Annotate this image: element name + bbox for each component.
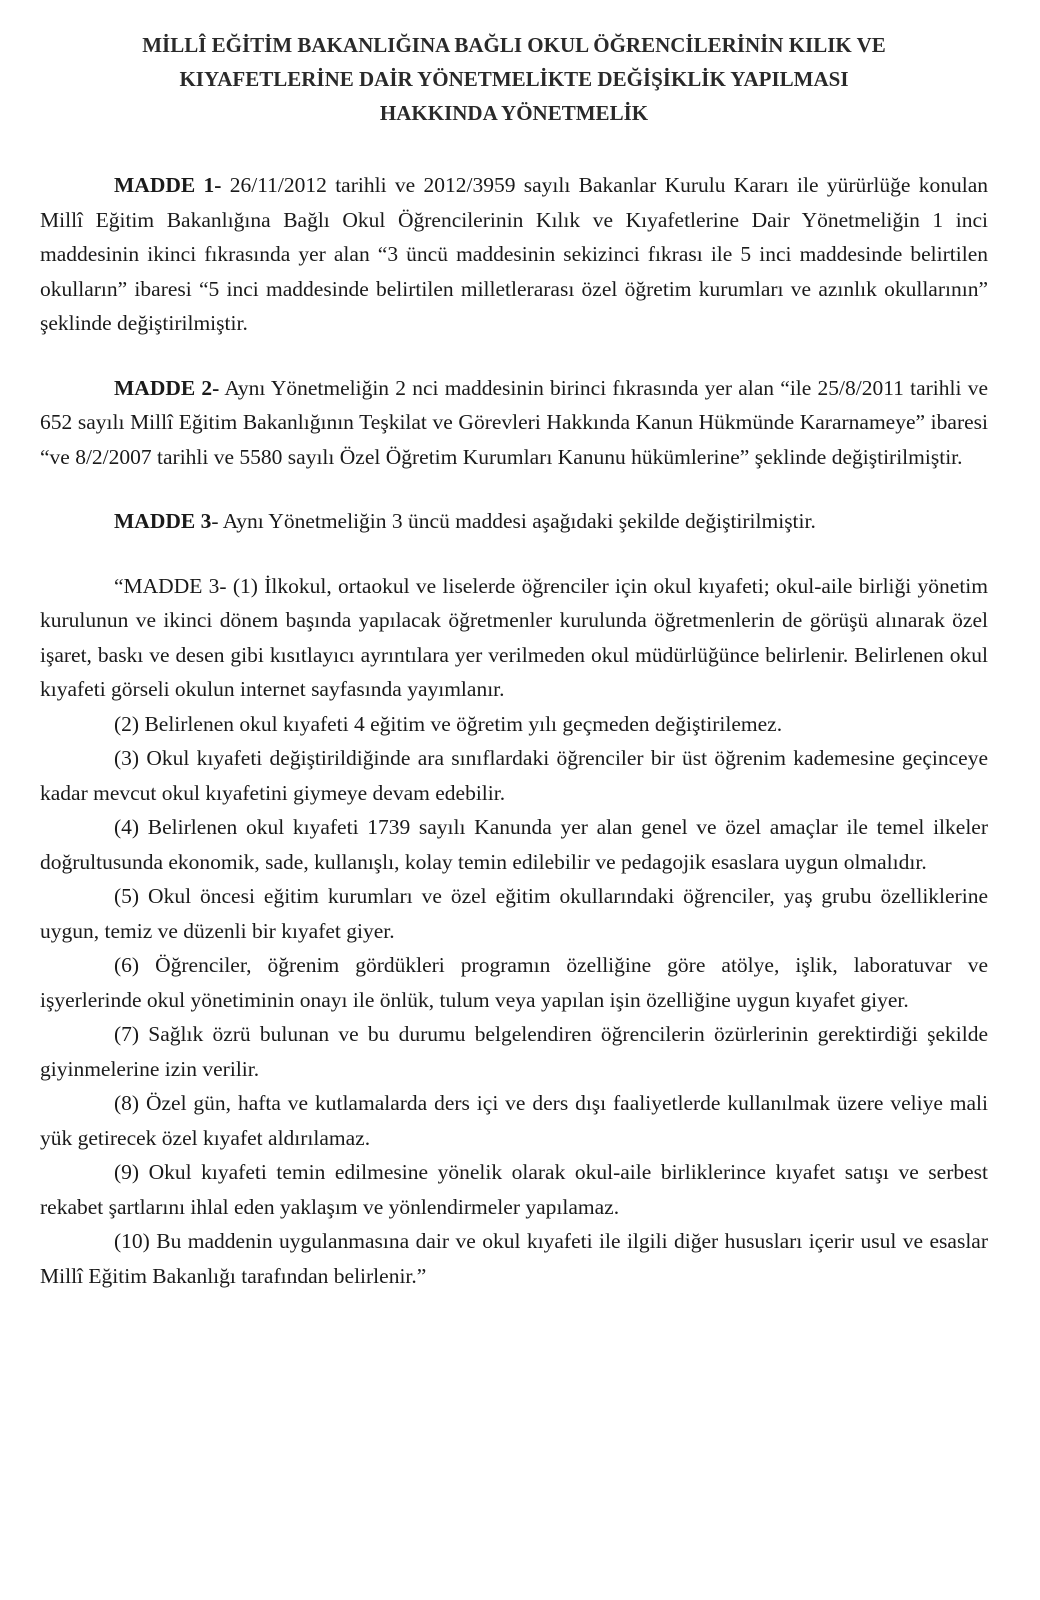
title-line-2: KIYAFETLERİNE DAİR YÖNETMELİKTE DEĞİŞİKLİK YAPILMASI [179, 67, 849, 91]
article-2-heading: MADDE 2- [114, 375, 220, 400]
quoted-article-clause-5: (5) Okul öncesi eğitim kurumları ve özel eğitim okullarındaki öğrenciler, yaş grubu özelliklerine uygun, temiz ve düzenli bir kıyafet giyer. [40, 884, 988, 943]
article-3 [40, 504, 988, 539]
title-line-3: HAKKINDA YÖNETMELİK [379, 101, 649, 125]
article-1-heading: MADDE 1- [114, 173, 222, 197]
quoted-article-clause-3: (3) Okul kıyafeti değiştirildiğinde ara sınıflardaki öğrenciler bir üst öğrenim kademesine geçinceye kadar mevcut okul kıyafetini giymeye devam edebilir. [40, 746, 988, 805]
quoted-article-clause-7: (7) Sağlık özrü bulunan ve bu durumu belgelendiren öğrencilerin özürlerinin gerektirdiği şekilde giyinmelerine izin verilir. [40, 1022, 988, 1081]
article-3-text: - Aynı Yönetmeliğin 3 üncü maddesi aşağıdaki şekilde değiştirilmiştir. [211, 509, 816, 533]
quoted-article-clause-9: (9) Okul kıyafeti temin edilmesine yönelik olarak okul-aile birliklerince kıyafet satışı ve serbest rekabet şartlarını ihlal eden yaklaşım ve yönlendirmeler yapılamaz. [40, 1160, 988, 1219]
article-3-heading: MADDE 3 [114, 509, 212, 533]
quoted-article-clause-8: (8) Özel gün, hafta ve kutlamalarda ders içi ve ders dışı faaliyetlerde kullanılmak üzere veliye mali yük getirecek özel kıyafet aldırılamaz. [40, 1091, 988, 1150]
document-page [40, 28, 988, 1293]
quoted-article-clause-2: (2) Belirlenen okul kıyafeti 4 eğitim ve öğretim yılı geçmeden değiştirilemez. [114, 711, 783, 736]
article-1-text: 26/11/2012 tarihli ve 2012/3959 sayılı Bakanlar Kurulu Kararı ile yürürlüğe konulan Millî Eğitim Bakanlığına Bağlı Okul Öğrencilerinin Kılık ve Kıyafetlerine Dair Yönetmeliğin 1 inci maddesinin ikinci fıkrasında yer alan “3 üncü maddesinin sekizinci fıkrası ile 5 inci maddesinde belirtilen okulların” ibaresi “5 inci maddesinde belirtilen milletlerarası özel öğretim kurumları ve azınlık okullarının” şeklinde değiştirilmiştir. [40, 173, 988, 335]
quoted-article-clause-6: (6) Öğrenciler, öğrenim gördükleri programın özelliğine göre atölye, işlik, laboratuvar ve işyerlerinde okul yönetiminin onayı ile önlük, tulum veya yapılan işin özelliğine uygun kıyafet giyer. [40, 953, 988, 1012]
quoted-article-clause-10: (10) Bu maddenin uygulanmasına dair ve okul kıyafeti ile ilgili diğer hususları içerir usul ve esaslar Millî Eğitim Bakanlığı tarafından belirlenir.” [40, 1229, 988, 1288]
article-2 [40, 371, 988, 475]
quoted-article-clause-4: (4) Belirlenen okul kıyafeti 1739 sayılı Kanunda yer alan genel ve özel amaçlar ile temel ilkeler doğrultusunda ekonomik, sade, kullanışlı, kolay temin edilebilir ve pedagojik esaslara uygun olmalıdır. [40, 815, 988, 874]
article-2-text: Aynı Yönetmeliğin 2 nci maddesinin birinci fıkrasında yer alan “ile 25/8/2011 tarihli ve 652 sayılı Millî Eğitim Bakanlığının Teşkilat ve Görevleri Hakkında Kanun Hükmünde Kararnameye” ibaresi “ve 8/2/2007 tarihli ve 5580 sayılı Özel Öğretim Kurumları Kanunu hükümlerine” şeklinde değiştirilmiştir. [40, 375, 988, 469]
title-line-1: MİLLÎ EĞİTİM BAKANLIĞINA BAĞLI OKUL ÖĞRENCİLERİNİN KILIK VE [142, 33, 886, 57]
document-title [40, 28, 988, 130]
quoted-article-clause-1: “MADDE 3- (1) İlkokul, ortaokul ve liselerde öğrenciler için okul kıyafeti; okul-aile birliği yönetim kurulunun ve ikinci dönem başında yapılacak öğretmenler kurulunda öğretmenlerin de görüşü alınarak özel işaret, baskı ve desen gibi kısıtlayıcı ayrıntılara yer verilmeden okul müdürlüğünce belirlenir. Belirlenen okul kıyafeti görseli okulun internet sayfasında yayımlanır. [40, 573, 988, 701]
article-1 [40, 168, 988, 341]
